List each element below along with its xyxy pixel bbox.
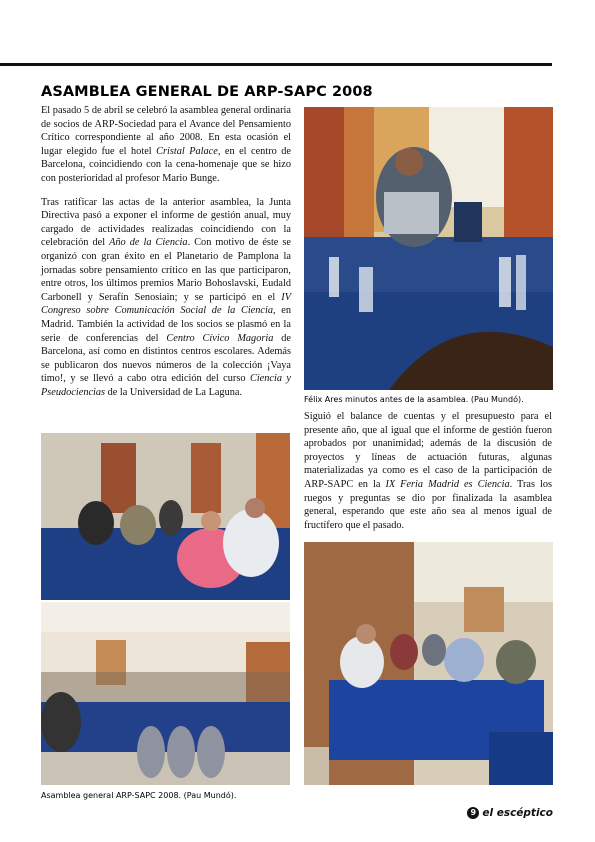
paragraph-2: Tras ratificar las actas de la anterior asamblea, la Junta Directiva pasó a exponer el informe de gestión anual, muy cargado de actividades realizadas coincidiendo con la celebración del Año de la Ciencia. Con motivo de éste se organizó con gran éxito en el Planetario de Pamplona la jornadas sobre pensamiento crítico en las que participaron, entre otros, los últimos premios Mario Bohoslavski, Eudald Carbonell y Serafín Senosiain; y se participó en el IV Congreso sobre Comunicación Social de la Ciencia, en Madrid. También la actividad de los socios se plasmó en la serie de conferencias del Centro Cívico Magoria de Barcelona, así como en distintos centros escolares. Además se publicaron dos nuevos números de la colección ¡Vaya timo!, y se llevó a cabo otra edición del curso Ciencia y Pseudociencias de la Universidad de La Laguna.: [41, 196, 292, 398]
article-title: ASAMBLEA GENERAL DE ARP-SAPC 2008: [41, 84, 373, 100]
paragraph-1: El pasado 5 de abril se celebró la asamblea general ordinaria de socios de ARP-Sociedad para el Avance del Pensamiento Crítico correspondiente al año 2008. En esta ocasión el lugar elegido fue el hotel Cristal Palace, en el centro de Barcelona, coincidiendo con la cena-homenaje que se hizo con posterioridad al profesor Mario Bunge.: [41, 105, 291, 184]
caption-assembly: Asamblea general ARP-SAPC 2008. (Pau Mundó).: [41, 791, 237, 800]
paragraph-3: Siguió el balance de cuentas y el presupuesto para el presente año, que al igual que el informe de gestión fueron aprobados por unanimidad; además de la discusión de proyectos y líneas de actuación futuras, algunas materializadas ya como es el caso de la participación de ARP-SAPC en la IX Feria Madrid es Ciencia. Tras los ruegos y preguntas se dio por finalizada la asamblea general, esperando que este año sea al menos igual de fructífero que el pasado.: [304, 411, 552, 531]
photo-felix-ares: [304, 107, 553, 390]
magazine-name: el escéptico: [482, 807, 553, 819]
left-text-column: [41, 104, 291, 409]
photo-assembly-members: [41, 433, 290, 600]
photo-assembly-room: [41, 602, 290, 785]
page-footer: [467, 807, 553, 819]
photo-assembly-table: [304, 542, 553, 785]
right-text-column: [304, 410, 552, 542]
caption-felix-ares: Félix Ares minutos antes de la asamblea. (Pau Mundó).: [304, 395, 524, 404]
header-rule: [0, 63, 552, 66]
page-number: 9: [467, 807, 479, 819]
